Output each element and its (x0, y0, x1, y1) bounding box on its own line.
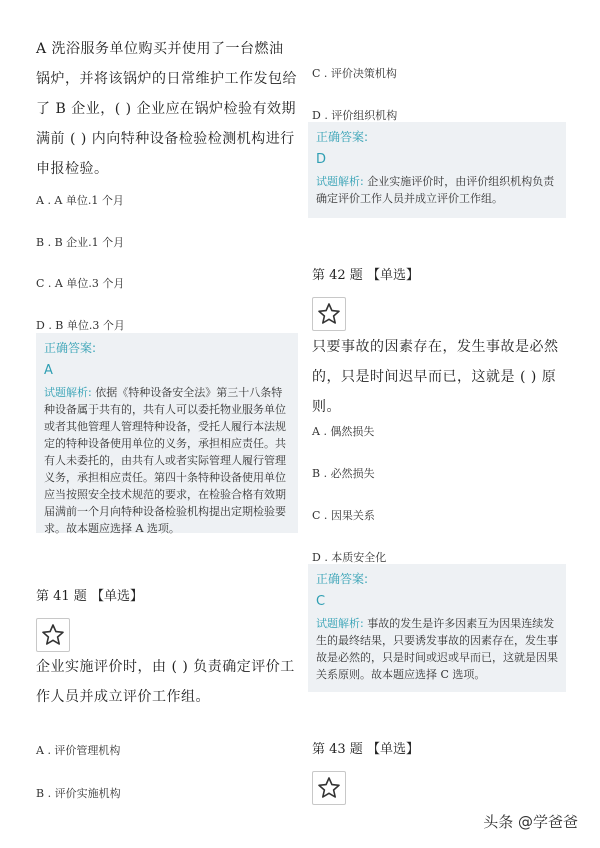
q40-option-d[interactable]: D . B 单位.3 个月 (36, 319, 125, 332)
q41-option-a[interactable]: A . 评价管理机构 (36, 744, 121, 757)
q42-option-c[interactable]: C . 因果关系 (312, 509, 375, 522)
q40-option-b[interactable]: B . B 企业.1 个月 (36, 236, 125, 249)
favorite-button[interactable] (312, 297, 346, 331)
q40-option-c[interactable]: C . A 单位.3 个月 (36, 277, 125, 290)
favorite-button[interactable] (312, 771, 346, 805)
explanation-label: 试题解析: (316, 617, 364, 630)
q41-option-c[interactable]: C . 评价决策机构 (312, 67, 397, 80)
q42-option-d[interactable]: D . 本质安全化 (312, 551, 387, 564)
q41-stem: 企业实施评价时，由 ( ) 负责确定评价工作人员并成立评价工作组。 (36, 659, 295, 705)
q41-option-d[interactable]: D . 评价组织机构 (312, 109, 398, 122)
q42-header: 第 42 题 【单选】 (312, 268, 419, 283)
q42-option-a[interactable]: A . 偶然损失 (312, 425, 375, 438)
answer-label: 正确答案: (44, 341, 97, 355)
explanation-label: 试题解析: (316, 175, 364, 188)
star-outline-icon (41, 623, 65, 647)
answer-label: 正确答案: (316, 572, 369, 586)
explanation-text: 企业实施评价时，由评价组织机构负责确定评价工作人员并成立评价工作组。 (316, 175, 555, 205)
q41-option-b[interactable]: B . 评价实施机构 (36, 787, 121, 800)
answer-value: A (44, 363, 53, 378)
answer-value: C (316, 594, 326, 609)
answer-label: 正确答案: (316, 130, 369, 144)
explanation (44, 384, 290, 537)
answer-value: D (316, 152, 327, 167)
q41-header: 第 41 题 【单选】 (36, 589, 143, 604)
watermark: 头条 @学爸爸 (483, 813, 578, 831)
q40-stem: A 洗浴服务单位购买并使用了一台燃油锅炉，并将该锅炉的日常维护工作发包给了 B 企业，( ) 企业应在锅炉检验有效期满前 ( ) 内向特种设备检验检测机构进行申报检验。 (36, 41, 297, 177)
q43-header: 第 43 题 【单选】 (312, 742, 419, 757)
star-outline-icon (317, 302, 341, 326)
star-outline-icon (317, 776, 341, 800)
explanation-label: 试题解析: (44, 386, 92, 399)
q41-answer-box (308, 122, 566, 218)
q40-option-a[interactable]: A . A 单位.1 个月 (36, 194, 124, 207)
explanation-text: 事故的发生是许多因素互为因果连续发生的最终结果，只要诱发事故的因素存在，发生事故是必然的，只是时间或迟或早而已，这就是因果关系原则。故本题应选择 C 选项。 (316, 617, 558, 681)
explanation (316, 615, 558, 683)
q40-answer-box (36, 333, 298, 533)
favorite-button[interactable] (36, 618, 70, 652)
explanation (316, 173, 558, 207)
q42-stem: 只要事故的因素存在，发生事故是必然的，只是时间迟早而已，这就是 ( ) 原则。 (312, 339, 559, 415)
q42-option-b[interactable]: B . 必然损失 (312, 467, 375, 480)
explanation-text: 依据《特种设备安全法》第三十八条特种设备属于共有的，共有人可以委托物业服务单位或者其他管理人管理特种设备，受托人履行本法规定的特种设备使用单位的义务，承担相应责任。共有人未委托的，由共有人或者实际管理人履行管理义务，承担相应责任。第四十条特种设备使用单位应当按照安全技术规范的要求，在检验合格有效期届满前一个月向特种设备检验机构提出定期检验要求。故本题应选择 A 选项。 (44, 386, 286, 535)
q42-answer-box (308, 564, 566, 692)
